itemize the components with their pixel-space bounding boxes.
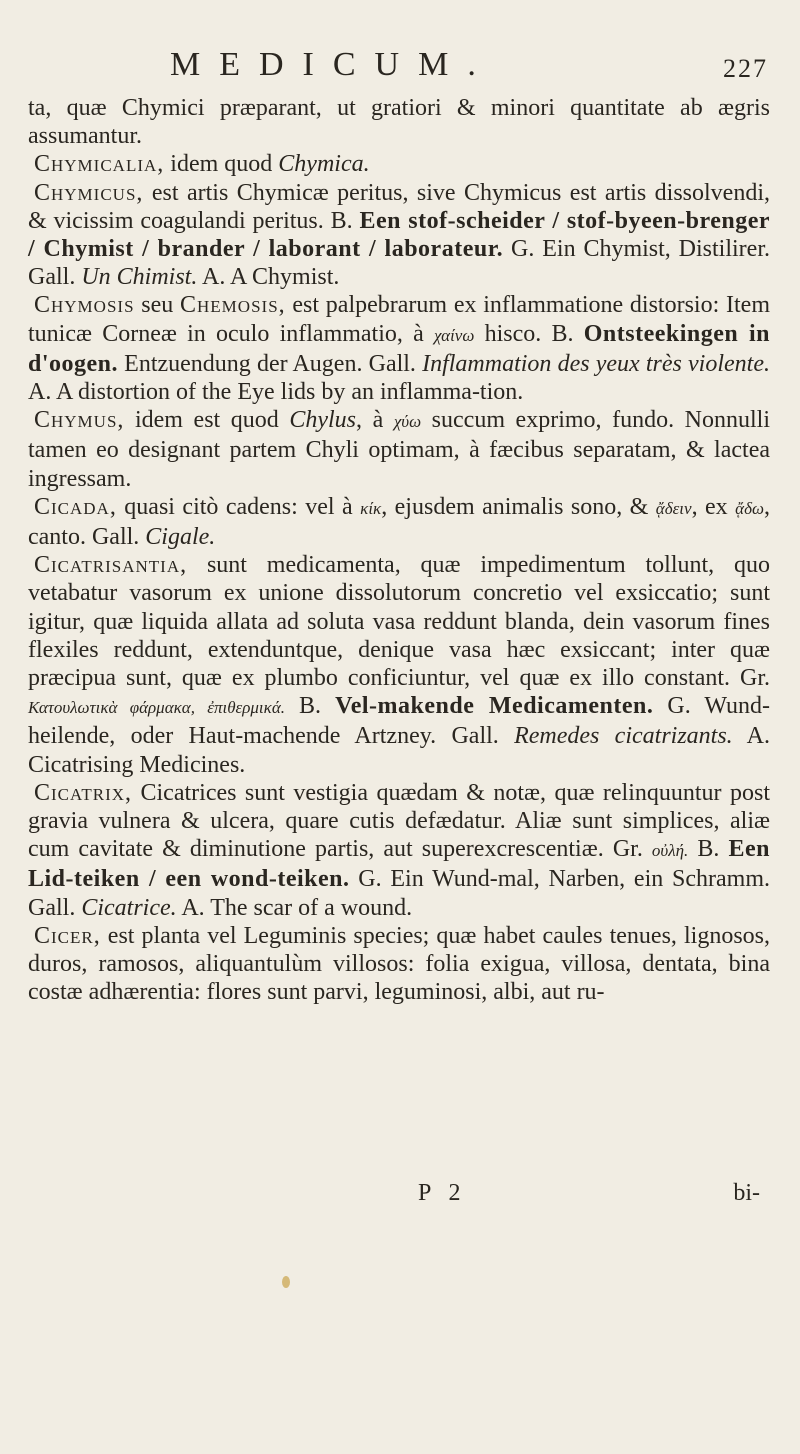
entry-headword: Chymosis	[34, 292, 135, 319]
entry-text: hisco. B.	[474, 320, 584, 347]
entry-text-tail: A. A distortion of the Eye lids by an inflamma-tion.	[28, 379, 524, 406]
entry-text: , canto. Gall.	[28, 493, 770, 551]
page-footer	[0, 1180, 800, 1220]
entry-text: idem quod	[164, 151, 279, 178]
catchword: bi-	[733, 1180, 760, 1206]
dutch-fraktur-text: Een Lid-teiken / een wond-teiken.	[28, 836, 770, 893]
entry-cicatrisantia	[28, 551, 770, 779]
italic-term: Cigale.	[145, 524, 216, 551]
entry-text-tail: G. Ein Chymist, Distilirer. Gall.	[28, 236, 770, 291]
entry-text: , à	[356, 407, 394, 434]
entry-text: idem est quod	[124, 407, 290, 434]
italic-term: Remedes cicatrizants.	[514, 723, 733, 750]
italic-term: Un Chimist.	[81, 264, 198, 291]
page-header	[0, 46, 800, 96]
entry-headword: Chymus,	[34, 407, 125, 434]
greek-term: χαίνω	[434, 325, 475, 345]
page-number: 227	[723, 54, 768, 83]
entry-text-tail: A. The scar of a wound.	[176, 894, 413, 921]
dutch-fraktur-text: Een stof-scheider / stof-byeen-brenger / Chymist / brander / laborant / laborateur.	[28, 207, 770, 263]
entry-text: sunt medicamenta, quæ impedimentum tollunt, quo vetabatur vasorum ex unione dissolutorum concretio vel exsiccatio; sunt igitur, quæ liquida allata ad soluta vasa reddunt blanda, dein vasorum fines flexiles reddunt, extenduntque, denique vasa hæc exsiccant; inter quæ præcipua sunt, quæ ex plumbo conficiuntur, vel quæ ex illo constant. Gr.	[28, 552, 770, 692]
entry-chymus	[28, 406, 770, 493]
italic-term: Chymica.	[278, 151, 370, 178]
paragraph-text: ta, quæ Chymici præparant, ut gratiori & minori quantitate ab ægris assumantur.	[28, 95, 770, 150]
entry-text: B.	[688, 836, 729, 863]
entry-headword: Chymicalia,	[34, 151, 165, 178]
entry-cicatrix	[28, 779, 770, 922]
entry-text: quasi citò cadens: vel à	[116, 493, 361, 520]
entry-cicer	[28, 922, 770, 1007]
greek-term: ᾄδω	[735, 498, 764, 518]
greek-term: Κατουλωτικὰ φάρμακα, ἐπιθερμικά.	[28, 698, 285, 718]
entry-text-tail: A. A Chymist.	[197, 264, 340, 291]
entry-text: B.	[285, 693, 336, 720]
italic-term: Cicatrice.	[81, 894, 177, 921]
entry-cicada	[28, 493, 770, 551]
entry-text: Cicatrices sunt vestigia quædam & notæ, quæ relinquuntur post gravia vulnera & ulcera, quare cutis defædatur. Aliæ sunt simplices, aliæ cum cavitate & diminutione partis, aut superexcrescentiæ. Gr.	[28, 779, 770, 863]
ink-stain	[282, 1276, 290, 1288]
entry-headword-alt: Chemosis,	[180, 292, 286, 319]
dutch-fraktur-text: Vel-makende Medicamenten.	[335, 693, 654, 720]
entry-text: est planta vel Leguminis species; quæ habet caules tenues, lignosos, duros, ramosos, aliquantulùm villosos: folia exigua, villosa, dentata, bina costæ adhærentia: flores sunt parvi, leguminosi, albi, aut ru-	[28, 922, 770, 1006]
entry-chymicus	[28, 179, 770, 292]
entry-headword: Chymicus,	[34, 179, 144, 206]
entry-text: est palpebrarum ex inflammatione distorsio: Item tunicæ Corneæ in oculo inflammatio, à	[28, 292, 770, 347]
greek-term: ᾄδειν	[655, 498, 692, 518]
greek-term: χύω	[393, 412, 422, 432]
entry-text: , ex	[691, 493, 736, 520]
entry-text: , ejusdem animalis sono, &	[381, 493, 656, 520]
greek-term: κίκ	[360, 498, 382, 518]
entry-headword: Cicatrisantia,	[34, 552, 188, 579]
continuation-paragraph	[28, 94, 770, 150]
entry-headword: Cicada,	[34, 493, 117, 520]
entry-text: succum exprimo, fundo. Nonnulli tamen eo designant partem Chyli optimam, à fæcibus separatam, & lactea ingressam.	[28, 407, 770, 492]
entry-text-tail: Entzuendung der Augen. Gall.	[118, 350, 423, 377]
entry-text: est artis Chymicæ peritus, sive Chymicus est artis dissolvendi, & vicissim coagulandi peritus. B.	[28, 179, 770, 234]
running-title: MEDICUM.	[170, 46, 495, 83]
dictionary-text	[28, 94, 770, 1007]
entry-headword: Cicer,	[34, 922, 101, 949]
greek-term: οὐλή.	[651, 841, 689, 861]
entry-text-tail: G. Ein Wund-mal, Narben, ein Schramm. Gall.	[28, 866, 771, 921]
signature-mark: P 2	[418, 1180, 467, 1206]
italic-term: Chylus	[289, 407, 357, 434]
entry-chymosis	[28, 291, 770, 406]
entry-chymicalia	[28, 150, 770, 178]
entry-text: seu	[134, 292, 181, 319]
italic-term: Inflammation des yeux très violente.	[422, 350, 770, 377]
entry-text-tail: G. Wund-heilende, oder Haut-machende Artzney. Gall.	[28, 693, 770, 750]
entry-headword: Cicatrix,	[34, 779, 133, 806]
entry-text-tail: A. Cicatrising Medicines.	[28, 723, 770, 778]
dutch-fraktur-text: Ontsteekingen in d'oogen.	[28, 320, 771, 377]
